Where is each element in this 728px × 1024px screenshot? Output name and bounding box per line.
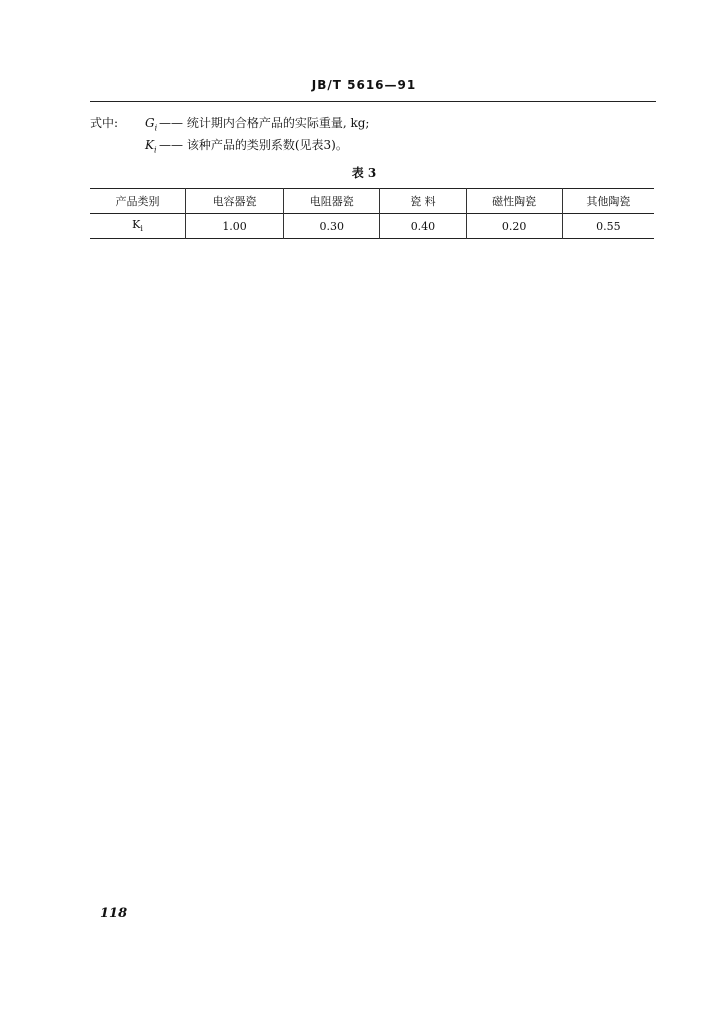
legend-symbol-g: $G_i$ <box>145 116 158 133</box>
value-capacitor-ceramic: 1.00 <box>186 214 284 239</box>
header-magnetic-ceramic: 磁性陶瓷 <box>466 189 562 214</box>
table-title: 表 3 <box>351 166 377 180</box>
legend-definition-g: —— 统计期内合格产品的实际重量, kg; <box>159 116 370 130</box>
table-row <box>90 214 654 239</box>
page-number: 118 <box>100 906 128 921</box>
legend-row-k <box>90 134 656 156</box>
header-rule <box>90 101 656 102</box>
header-product-category: 产品类别 <box>115 195 160 208</box>
header-ceramic-material: 瓷 料 <box>380 189 466 214</box>
header-resistor-ceramic: 电阻器瓷 <box>284 189 380 214</box>
standard-number: JB/T 5616—91 <box>311 78 417 92</box>
value-resistor-ceramic: 0.30 <box>284 214 380 239</box>
value-other-ceramic: 0.55 <box>562 214 654 239</box>
table-header-row <box>90 189 654 214</box>
row-label-k: $K_i$ <box>132 218 143 234</box>
header-other-ceramic: 其他陶瓷 <box>562 189 654 214</box>
category-coefficient-table <box>90 188 654 239</box>
legend-definition-k: —— 该种产品的类别系数(见表3)。 <box>159 138 348 152</box>
legend-lead: 式中: <box>90 116 119 130</box>
legend-symbol-k: $K_i$ <box>145 138 157 155</box>
value-magnetic-ceramic: 0.20 <box>466 214 562 239</box>
value-ceramic-material: 0.40 <box>380 214 466 239</box>
legend-row-g <box>90 112 656 134</box>
formula-legend <box>90 112 656 156</box>
header-capacitor-ceramic: 电容器瓷 <box>186 189 284 214</box>
